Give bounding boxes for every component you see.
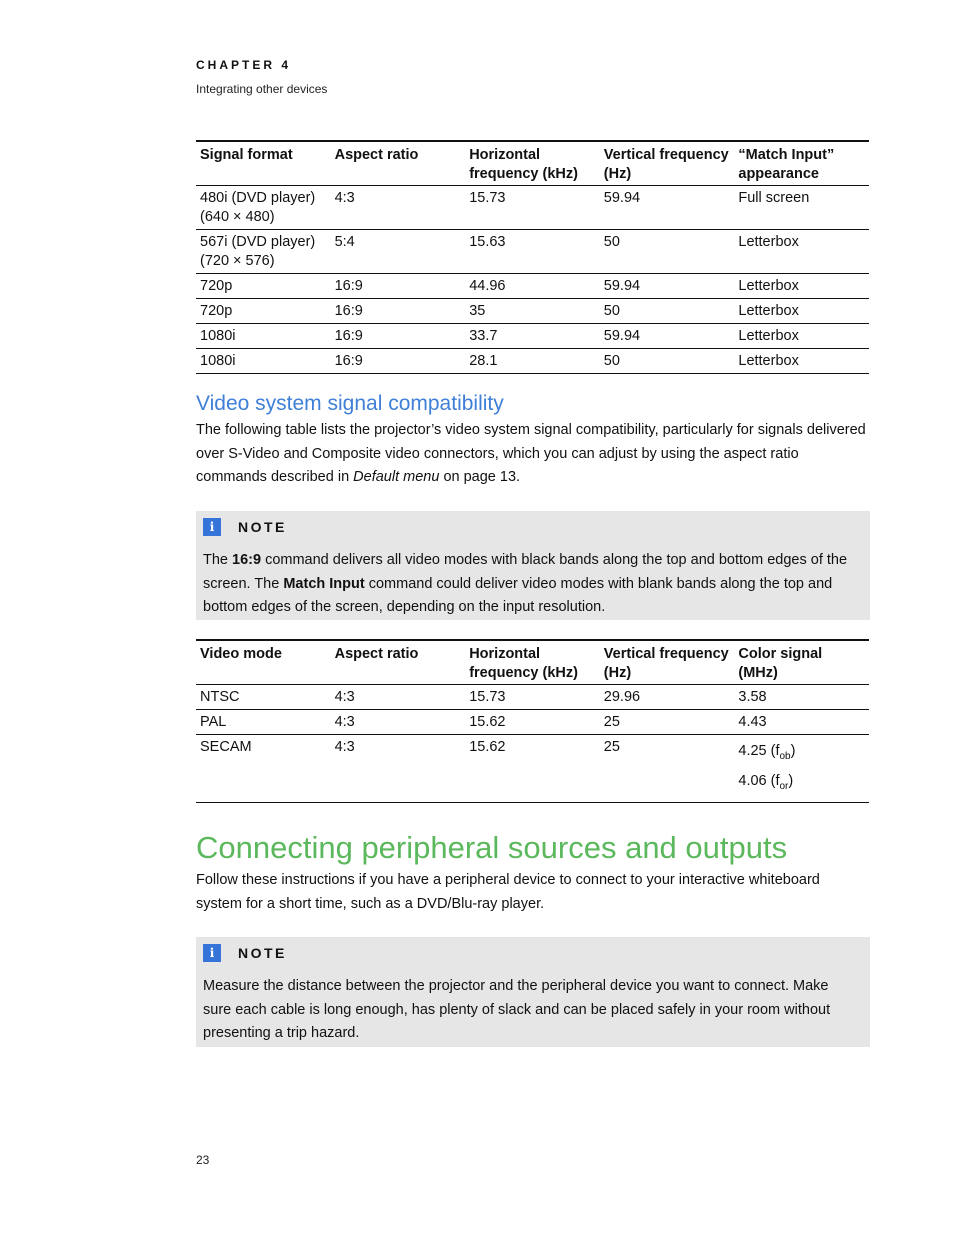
table-cell — [734, 735, 869, 803]
table-cell: 4:3 — [334, 739, 355, 755]
table-cell: 16:9 — [334, 328, 363, 344]
color-signal-value — [738, 768, 865, 800]
table-cell: 35 — [469, 303, 486, 319]
note-text-part: command delivers all video modes with black bands along the top and bottom edges of the screen. The — [203, 552, 848, 592]
table-row — [196, 710, 869, 735]
note-text-part: The — [203, 552, 233, 568]
color-signal-value — [738, 738, 865, 770]
table-cell: 480i (DVD player) (640 × 480) — [200, 190, 316, 225]
column-header: “Match Input” appearance — [738, 147, 835, 182]
table-header-row — [196, 141, 869, 186]
note-label: NOTE — [238, 519, 287, 535]
column-header: Horizontal frequency (kHz) — [469, 147, 578, 182]
table-cell: 16:9 — [334, 353, 363, 369]
table-row — [196, 299, 869, 324]
value-text: 4.06 (f — [738, 772, 780, 789]
table-cell: 720p — [200, 278, 233, 294]
table-cell: Letterbox — [738, 234, 799, 250]
table-cell: 4:3 — [334, 689, 355, 705]
chapter-label: CHAPTER 4 — [196, 58, 292, 72]
table-cell: 4:3 — [334, 190, 355, 206]
value-text: 4.25 (f — [738, 743, 780, 759]
table-cell: PAL — [200, 714, 227, 730]
section-paragraph: Follow these instructions if you have a peripheral device to connect to your interactive whiteboard system for a short time, such as a DVD/Blu-ray player. — [196, 872, 820, 912]
video-mode-table — [196, 639, 869, 803]
table-cell: NTSC — [200, 689, 240, 705]
table-cell: 44.96 — [469, 278, 506, 294]
table-cell: 15.62 — [469, 739, 506, 755]
table-cell: 25 — [603, 739, 620, 755]
table-cell: 4:3 — [334, 714, 355, 730]
note-box — [196, 937, 870, 1047]
table-cell: 1080i — [200, 353, 236, 369]
note-text: Measure the distance between the projector and the peripheral device you want to connect. Make sure each cable is long enough, has plenty of slack and can be placed safely in your room without presenting a trip hazard. — [203, 978, 831, 1041]
table-cell: 50 — [603, 303, 620, 319]
section-heading: Video system signal compatibility — [196, 392, 504, 415]
page-number: 23 — [196, 1153, 210, 1167]
info-icon: i — [203, 944, 221, 962]
note-header — [203, 518, 287, 536]
paragraph-text: on page 13. — [439, 469, 521, 485]
table-cell: 4.43 — [738, 714, 767, 730]
column-header: Aspect ratio — [334, 147, 419, 163]
signal-format-table — [196, 140, 869, 374]
chapter-title: Integrating other devices — [196, 82, 328, 96]
table-row — [196, 186, 869, 230]
table-row — [196, 685, 869, 710]
table-cell: 59.94 — [603, 278, 641, 294]
table-cell: 59.94 — [603, 190, 641, 206]
value-text: ) — [788, 772, 794, 789]
table-cell: 25 — [603, 714, 620, 730]
section-paragraph — [196, 419, 868, 490]
table-cell: 5:4 — [334, 234, 355, 250]
section-title: Connecting peripheral sources and outputs — [196, 830, 788, 865]
table-cell: 33.7 — [469, 328, 498, 344]
note-label: NOTE — [238, 945, 287, 961]
note-text — [203, 549, 858, 620]
note-command-name: Match Input — [283, 575, 365, 592]
cross-reference-link: Default menu — [353, 469, 440, 485]
table-cell: 720p — [200, 303, 233, 319]
table-cell: Full screen — [738, 190, 810, 206]
table-cell: 16:9 — [334, 303, 363, 319]
column-header: Signal format — [200, 147, 293, 163]
table-cell: 50 — [603, 234, 620, 250]
table-cell: 15.62 — [469, 714, 506, 730]
table-row — [196, 274, 869, 299]
table-cell: 1080i — [200, 328, 236, 344]
table-cell: Letterbox — [738, 278, 799, 294]
table-cell: 16:9 — [334, 278, 363, 294]
table-cell: Letterbox — [738, 303, 799, 319]
info-icon: i — [203, 518, 221, 536]
table-cell: Letterbox — [738, 353, 799, 369]
table-cell: SECAM — [200, 739, 252, 755]
value-text: ) — [790, 743, 796, 759]
note-command-name: 16:9 — [232, 552, 262, 568]
table-cell: 15.73 — [469, 689, 506, 705]
column-header: Horizontal frequency (kHz) — [469, 646, 578, 681]
table-row — [196, 349, 869, 374]
table-cell: 28.1 — [469, 353, 498, 369]
table-cell: 29.96 — [603, 689, 641, 705]
paragraph-text: The following table lists the projector’s video system signal compatibility, particularly for signals delivered over S-Video and Composite video connectors, which you can adjust by using the aspect ratio commands described in — [196, 422, 866, 485]
table-cell: 50 — [603, 353, 620, 369]
table-row — [196, 735, 869, 803]
table-cell: Letterbox — [738, 328, 799, 344]
column-header: Vertical frequency (Hz) — [603, 646, 729, 681]
column-header: Color signal (MHz) — [738, 646, 823, 681]
note-header — [203, 944, 287, 962]
note-box — [196, 511, 870, 620]
value-subscript: ob — [779, 750, 791, 762]
table-row — [196, 230, 869, 274]
table-cell: 3.58 — [738, 689, 767, 705]
column-header: Vertical frequency (Hz) — [603, 147, 729, 182]
value-subscript: or — [779, 780, 789, 792]
table-header-row — [196, 640, 869, 685]
table-cell: 59.94 — [603, 328, 641, 344]
table-cell: 15.73 — [469, 190, 506, 206]
table-row — [196, 324, 869, 349]
table-cell: 567i (DVD player) (720 × 576) — [200, 234, 316, 269]
column-header: Aspect ratio — [334, 646, 419, 662]
note-text-part: command could deliver video modes with blank bands along the top and bottom edges of the screen, depending on the input resolution. — [203, 575, 833, 615]
table-cell: 15.63 — [469, 234, 506, 250]
column-header: Video mode — [200, 646, 282, 662]
